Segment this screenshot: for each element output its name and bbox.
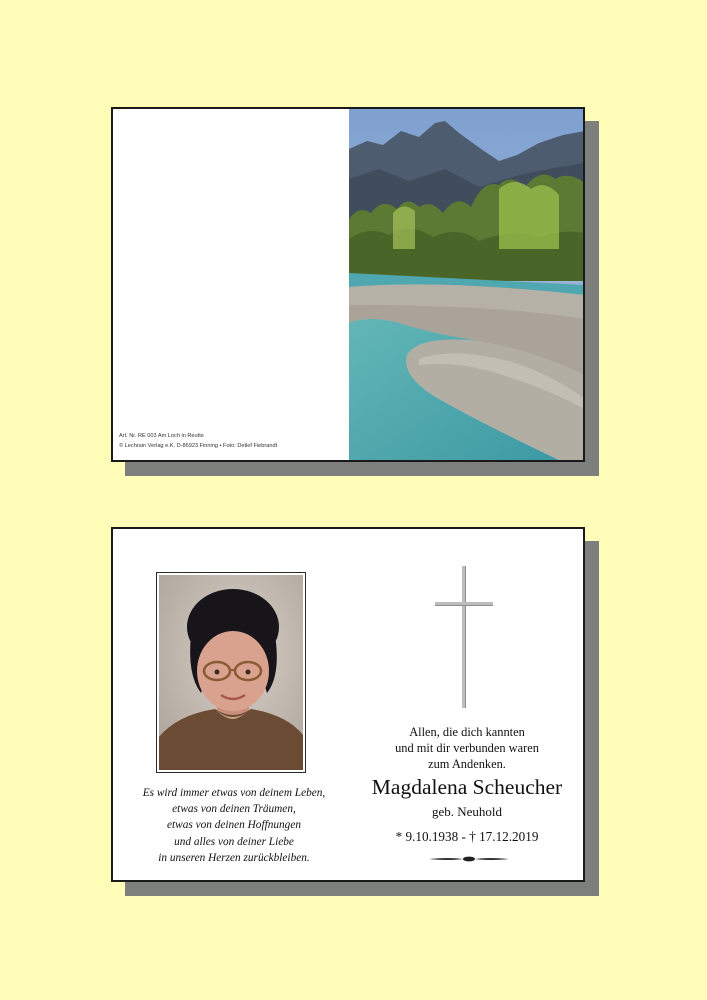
portrait-photo	[159, 575, 303, 770]
poem-line: und alles von deiner Liebe	[174, 835, 294, 848]
poem	[121, 785, 347, 866]
imprint-copyright: © Lechrain Verlag e.K. D-86923 Finning • Foto: Detlef Fiebrandt	[119, 443, 278, 449]
landscape-photo	[349, 109, 585, 460]
intro-line: zum Andenken.	[428, 757, 506, 771]
imprint-article: Art. Nr. RE 003 Am Loch in Reutte	[119, 433, 204, 439]
poem-line: in unseren Herzen zurückbleiben.	[158, 851, 310, 864]
remembrance-text	[349, 724, 585, 772]
deceased-name: Magdalena Scheucher	[371, 775, 563, 799]
ornament-divider-icon	[429, 854, 509, 864]
poem-line: etwas von deinen Hoffnungen	[167, 819, 301, 832]
life-dates: * 9.10.1938 - † 17.12.2019	[395, 829, 539, 844]
poem-line: etwas von deinen Träumen,	[172, 803, 296, 816]
cross-icon	[435, 566, 495, 708]
poem-line: Es wird immer etwas von deinem Leben,	[142, 787, 326, 799]
portrait-frame	[156, 572, 306, 773]
back-page	[113, 109, 349, 460]
intro-line: und mit dir verbunden waren	[395, 741, 539, 755]
intro-line: Allen, die dich kannten	[409, 725, 525, 739]
front-card	[111, 107, 585, 462]
inner-card	[111, 527, 585, 882]
maiden-name: geb. Neuhold	[431, 804, 503, 819]
